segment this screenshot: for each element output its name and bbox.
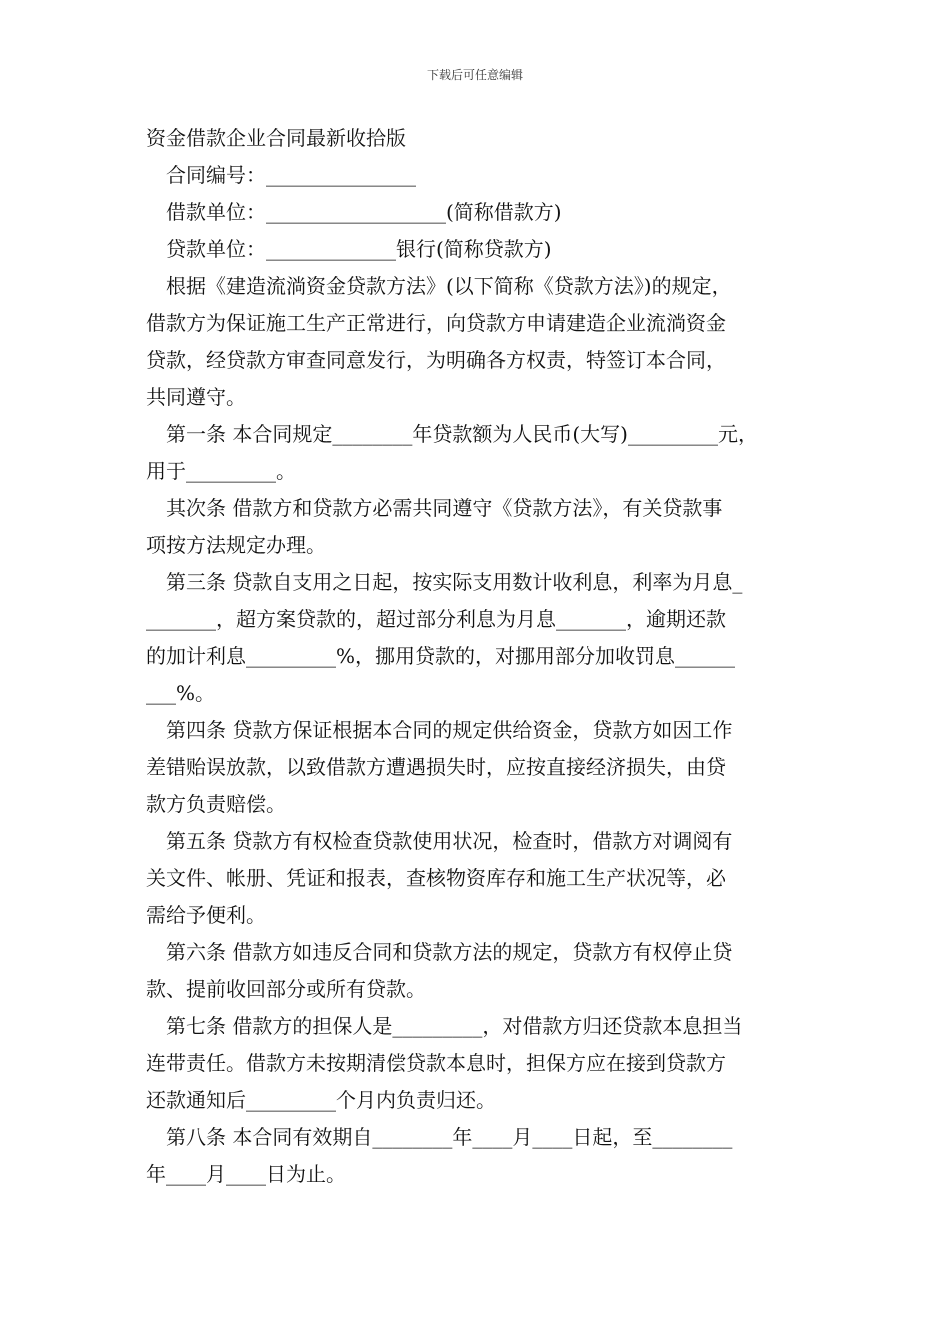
paragraph-line: 的加计利息_________%，挪用贷款的，对挪用部分加收罚息______ — [146, 644, 736, 668]
paragraph-line: 第七条 借款方的担保人是_________，对借款方归还贷款本息担当 — [166, 1014, 743, 1038]
paragraph-line: 款、提前收回部分或所有贷款。 — [146, 977, 426, 1001]
borrower-line: 借款单位：__________________(简称借款方) — [166, 200, 562, 224]
paragraph-line: 根据《建造流淌资金贷款方法》(以下简称《贷款方法》)的规定， — [166, 274, 732, 298]
paragraph-line: 年____月____日为止。 — [146, 1162, 346, 1186]
paragraph-line: 第三条 贷款自支用之日起，按实际支用数计收利息，利率为月息_ — [166, 570, 743, 594]
paragraph-line: 需给予便利。 — [146, 903, 266, 927]
lender-line: 贷款单位：_____________银行(简称贷款方) — [166, 237, 552, 261]
paragraph-line: _______，超方案贷款的，超过部分利息为月息_______，逾期还款 — [146, 607, 726, 631]
paragraph-line: ___%。 — [146, 681, 216, 705]
paragraph-line: 共同遵守。 — [146, 385, 246, 409]
paragraph-line: 关文件、帐册、凭证和报表，查核物资库存和施工生产状况等，必 — [146, 866, 726, 890]
page-header: 下载后可任意编辑 — [426, 68, 523, 82]
contract-number-line: 合同编号：_______________ — [166, 163, 416, 187]
paragraph-line: 用于_________。 — [146, 459, 296, 483]
document-title: 资金借款企业合同最新收拾版 — [146, 126, 406, 150]
paragraph-line: 其次条 借款方和贷款方必需共同遵守《贷款方法》，有关贷款事 — [166, 496, 723, 520]
paragraph-line: 项按方法规定办理。 — [146, 533, 326, 557]
paragraph-line: 差错贻误放款，以致借款方遭遇损失时，应按直接经济损失，由贷 — [146, 755, 726, 779]
paragraph-line: 还款通知后_________个月内负责归还。 — [146, 1088, 496, 1112]
paragraph-line: 第六条 借款方如违反合同和贷款方法的规定，贷款方有权停止贷 — [166, 940, 733, 964]
paragraph-line: 第一条 本合同规定________年贷款额为人民币(大写)_________元， — [166, 422, 758, 446]
paragraph-line: 第四条 贷款方保证根据本合同的规定供给资金，贷款方如因工作 — [166, 718, 733, 742]
paragraph-line: 款方负责赔偿。 — [146, 792, 286, 816]
document-body — [146, 120, 818, 1193]
paragraph-line: 借款方为保证施工生产正常进行，向贷款方申请建造企业流淌资金 — [146, 311, 726, 335]
paragraph-line: 贷款，经贷款方审查同意发行，为明确各方权责，特签订本合同， — [146, 348, 726, 372]
paragraph-line: 第八条 本合同有效期自________年____月____日起，至________ — [166, 1125, 733, 1149]
paragraph-line: 第五条 贷款方有权检查贷款使用状况，检查时，借款方对调阅有 — [166, 829, 733, 853]
paragraph-line: 连带责任。借款方未按期清偿贷款本息时，担保方应在接到贷款方 — [146, 1051, 726, 1075]
